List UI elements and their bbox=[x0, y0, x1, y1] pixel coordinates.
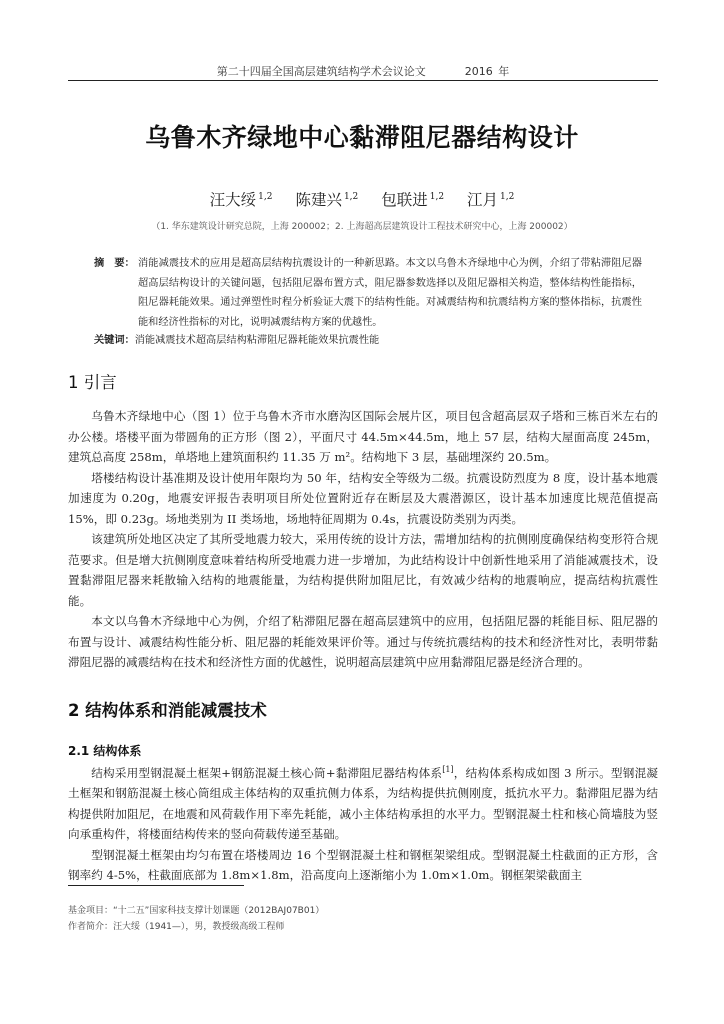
running-header bbox=[68, 63, 658, 79]
author-affil-mark: 1,2 bbox=[343, 192, 359, 202]
paragraph: 该建筑所处地区决定了其所受地震力较大，采用传统的设计方法，需增加结构的抗侧刚度确保结构变形符合规范要求。但是增大抗侧刚度意味着结构所受地震力进一步增加，为此结构设计中创新性地采用了消能减震技术，设置黏滞阻尼器来耗散输入结构的地震能量，为结构提供附加阻尼比，有效减少结构的地震响应，提高结构抗震性能。 bbox=[68, 532, 658, 608]
abstract bbox=[94, 254, 642, 332]
conference-name: 第二十四届全国高层建筑结构学术会议论文 bbox=[216, 65, 426, 78]
author-name: 汪大绥 bbox=[209, 191, 257, 209]
paragraph: 本文以乌鲁木齐绿地中心为例，介绍了粘滞阻尼器在超高层建筑中的应用，包括阻尼器的耗能目标、阻尼器的布置与设计、减震结构性能分析、阻尼器的耗能效果评价等。通过与传统抗震结构的技术和经济性对比，表明带黏滞阻尼器的减震结构在技术和经济性方面的优越性，说明超高层建筑中应用黏滞阻尼器是经济合理的。 bbox=[68, 614, 658, 669]
author-list bbox=[0, 188, 724, 210]
author bbox=[467, 191, 514, 209]
affiliations: （1. 华东建筑设计研究总院，上海 200002；2. 上海超高层建筑设计工程技术研究中心，上海 200002） bbox=[151, 222, 573, 232]
author-affil-mark: 1,2 bbox=[258, 192, 273, 202]
author bbox=[381, 191, 444, 209]
citation-ref[interactable]: [1] bbox=[442, 765, 454, 774]
paragraph: 型钢混凝土框架由均匀布置在塔楼周边 16 个型钢混凝土柱和钢框架梁组成。型钢混凝土柱截面的正方形，含钢率约 4-5%，柱截面底部为 1.8m×1.8m，沿高度向上逐渐缩小为 1.0m×1.0m。钢框架梁截面主 bbox=[68, 847, 658, 883]
header-rule bbox=[68, 80, 658, 81]
paragraph-text: ，结构体系构成如图 3 所示。型钢混凝土框架和钢筋混凝土核心筒组成主体结构的双重抗侧力体系，为结构提供抗侧刚度，抵抗水平力。黏滞阻尼器为结构提供附加阻尼，在地震和风荷载作用下率先耗能，减小主体结构承担的水平力。型钢混凝土柱和核心筒墙肢为竖向承重构件，将楼面结构传来的竖向荷载传递至基础。 bbox=[68, 765, 658, 842]
paragraph: 塔楼结构设计基准期及设计使用年限均为 50 年，结构安全等级为二级。抗震设防烈度为 8 度，设计基本地震加速度为 0.20g，地震安评报告表明项目所处位置附近存在断层及大震潜源区，设计基本加速度比规范值提高 15%，即 0.23g。场地类别为 II 类场地，场地特征周期为 0.4s，抗震设防类别为丙类。 bbox=[68, 470, 658, 526]
author-intro-footnote: 作者简介：汪大绥（1941—），男，教授级高级工程师 bbox=[68, 922, 285, 932]
keywords bbox=[94, 333, 642, 349]
paragraph: 乌鲁木齐绿地中心（图 1）位于乌鲁木齐市水磨沟区国际会展片区，项目包含超高层双子塔和三栋百米左右的办公楼。塔楼平面为带圆角的正方形（图 2），平面尺寸 44.5m×44.5m，地上 57 层，结构大屋面高度 245m，建筑总高度 258m，单塔地上建筑面积约 11.35 万 m²。结构地下 3 层，基础埋深约 20.5m。 bbox=[68, 409, 658, 464]
footnotes bbox=[68, 903, 658, 935]
author-name: 包联进 bbox=[381, 191, 428, 209]
section-2-1-body bbox=[68, 760, 658, 886]
fund-footnote: 基金项目：“十二五”国家科技支撑计划课题（2012BAJ07B01） bbox=[68, 906, 325, 916]
paragraph-text: 结构采用型钢混凝土框架+钢筋混凝土核心筒+黏滞阻尼器结构体系 bbox=[91, 765, 443, 780]
author bbox=[210, 191, 273, 209]
paragraph bbox=[68, 760, 658, 845]
section-1-body bbox=[68, 406, 658, 673]
abstract-label: 摘 要： bbox=[94, 258, 135, 269]
conference-year: 2016 年 bbox=[464, 65, 510, 78]
paper-title: 乌鲁木齐绿地中心黏滞阻尼器结构设计 bbox=[145, 123, 579, 152]
keywords-text: 消能减震技术超高层结构粘滞阻尼器耗能效果抗震性能 bbox=[134, 335, 380, 346]
author-affil-mark: 1,2 bbox=[429, 192, 445, 202]
author-affil-mark: 1,2 bbox=[500, 192, 515, 202]
section-2-heading: 2 结构体系和消能减震技术 bbox=[68, 701, 267, 720]
author-name: 陈建兴 bbox=[295, 191, 342, 209]
abstract-text: 消能减震技术的应用是超高层结构抗震设计的一种新思路。本文以乌鲁木齐绿地中心为例，介绍了带粘滞阻尼器超高层结构设计的关键问题，包括阻尼器布置方式，阻尼器参数选择以及阻尼器相关构造，整体结构性能指标，阻尼器耗能效果。通过弹塑性时程分析验证大震下的结构性能。对减震结构和抗震结构方案的整体指标，抗震性能和经济性指标的对比，说明减震结构方案的优越性。 bbox=[138, 258, 642, 328]
section-1-heading: 1 引言 bbox=[68, 373, 117, 392]
author-name: 江月 bbox=[467, 191, 499, 209]
keywords-label: 关键词： bbox=[94, 335, 135, 346]
section-2-1-heading: 2.1 结构体系 bbox=[68, 744, 142, 758]
author bbox=[295, 191, 358, 209]
footnote-rule bbox=[68, 885, 244, 886]
